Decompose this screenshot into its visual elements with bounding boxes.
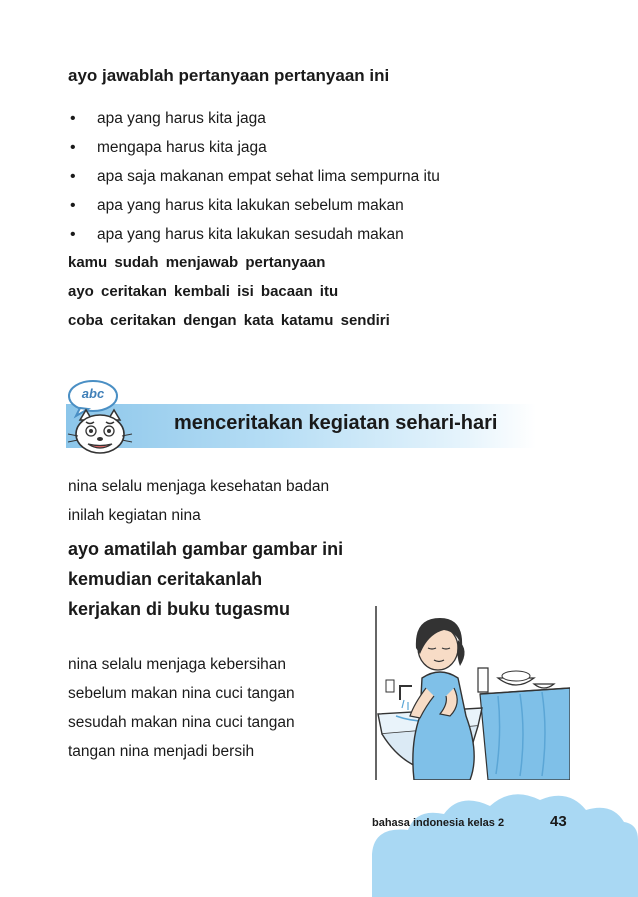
story-block <box>68 650 295 766</box>
cloud-decoration-icon <box>372 784 638 897</box>
list-item: • apa yang harus kita jaga <box>68 104 548 133</box>
instruction-line: kamu sudah menjawab pertanyaan <box>68 254 326 271</box>
list-item: • apa yang harus kita lakukan sesudah makan <box>68 220 548 249</box>
abc-badge: abc <box>81 386 105 401</box>
list-item: • mengapa harus kita jaga <box>68 133 548 162</box>
intro-line: nina selalu menjaga kesehatan badan <box>68 478 330 495</box>
task-line: kerjakan di buku tugasmu <box>68 599 291 619</box>
intro-block <box>68 472 329 530</box>
page-number: 43 <box>550 813 567 830</box>
list-item: • apa saja makanan empat sehat lima sempurna itu <box>68 162 548 191</box>
list-item: • apa yang harus kita lakukan sebelum makan <box>68 191 548 220</box>
book-title: bahasa indonesia kelas 2 <box>372 817 505 829</box>
story-line: nina selalu menjaga kebersihan <box>68 656 287 673</box>
story-line: sebelum makan nina cuci tangan <box>68 685 295 702</box>
task-line: kemudian ceritakanlah <box>68 569 263 589</box>
instruction-block <box>68 248 390 335</box>
section-title: menceritakan kegiatan sehari-hari <box>174 412 498 434</box>
story-line: sesudah makan nina cuci tangan <box>68 714 295 731</box>
instruction-line: coba ceritakan dengan kata katamu sendiri <box>68 312 390 329</box>
intro-line: inilah kegiatan nina <box>68 507 201 524</box>
question-list <box>68 104 548 249</box>
task-line: ayo amatilah gambar gambar ini <box>68 539 344 559</box>
task-block <box>68 534 343 624</box>
instruction-line: ayo ceritakan kembali isi bacaan itu <box>68 283 339 300</box>
question-heading: ayo jawablah pertanyaan pertanyaan ini <box>68 66 390 85</box>
girl-washing-hands-illustration <box>370 604 570 780</box>
story-line: tangan nina menjadi bersih <box>68 743 255 760</box>
